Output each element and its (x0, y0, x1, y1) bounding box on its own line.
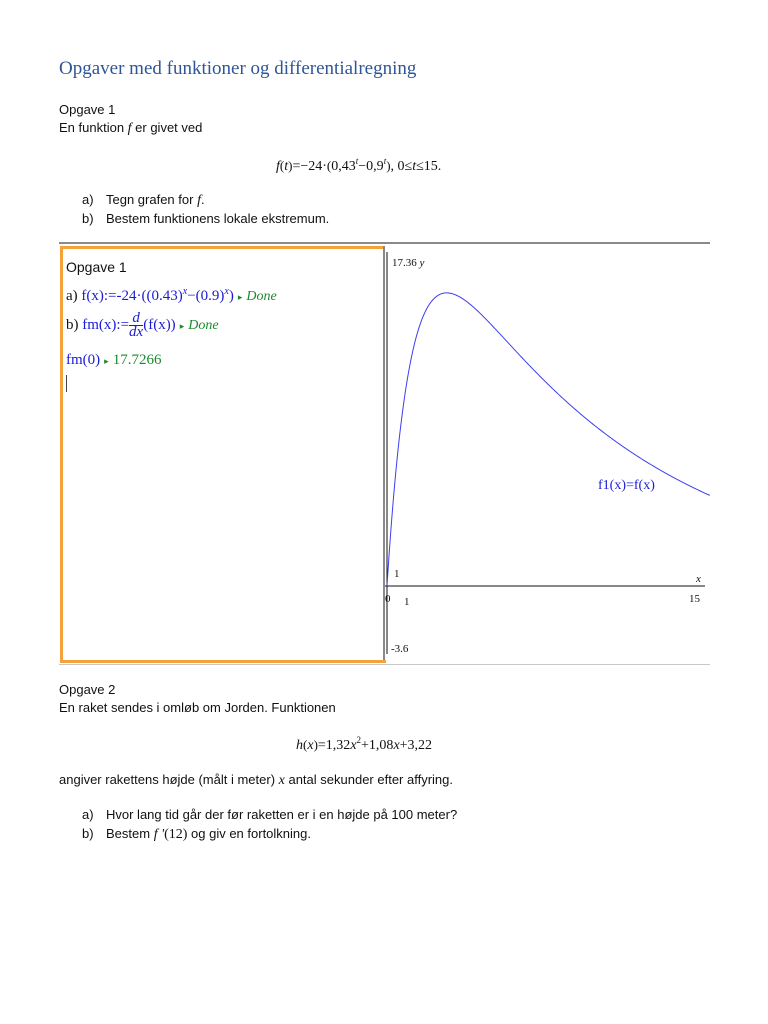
page-title: Opgaver med funktioner og differentialregning (59, 58, 417, 79)
function-label: f1(x)=f(x) (598, 478, 655, 493)
text-cursor (66, 375, 67, 392)
calc-line-c[interactable]: fm(0) ▸ 17.7266 (66, 352, 162, 368)
x-axis-label: x (696, 573, 701, 585)
opgave1-formula: $f(t)=-24\cdot(0,43^t-0,9^t)$, 0≤t≤15. (276, 156, 442, 174)
opgave1-heading: Opgave 1 (59, 102, 116, 117)
calc-line-a[interactable]: a) $f(x):=-24\cdot((0.43)^x-(0.9)^x)$ ▸ Done (66, 286, 277, 304)
opgave1-item-a: a) Tegn grafen for f. (82, 192, 205, 208)
calc-line-c-result: 17.7266 (112, 352, 162, 368)
opgave2-intro: En raket sendes i omløb om Jorden. Funktionen (59, 700, 336, 715)
x-min-label: 0 (385, 593, 391, 605)
opgave2-description: angiver rakettens højde (målt i meter) x antal sekunder efter affyring. (59, 772, 453, 788)
calculator-notes-pane[interactable] (60, 246, 386, 663)
calc-heading: Opgave 1 (66, 259, 127, 275)
opgave2-item-a: a) Hvor lang tid går der før raketten er i en højde på 100 meter? (82, 807, 458, 822)
y-max-label: 17.36 y (392, 257, 425, 269)
opgave2-item-b: b) Bestem f '(12) og giv en fortolkning. (82, 826, 311, 842)
y-tick-label: 1 (394, 568, 400, 580)
opgave2-formula: $h(x)=1,32x^2+1,08x+3,22$ (296, 735, 433, 753)
y-min-label: -3.6 (391, 643, 409, 655)
x-tick-label: 1 (404, 596, 410, 608)
calc-line-b[interactable]: b) fm(x):= $\frac{d}{dx}$ (f(x)) ▸ Done (66, 310, 219, 340)
x-max-label: 15 (689, 593, 700, 605)
calc-line-b-result: Done (188, 317, 219, 333)
calc-line-a-result: Done (246, 289, 277, 304)
opgave1-intro: En funktion f er givet ved (59, 120, 203, 136)
opgave1-item-b: b) Bestem funktionens lokale ekstremum. (82, 211, 330, 226)
function-graph (385, 246, 710, 660)
opgave2-heading: Opgave 2 (59, 682, 116, 697)
function-curve (387, 293, 710, 586)
